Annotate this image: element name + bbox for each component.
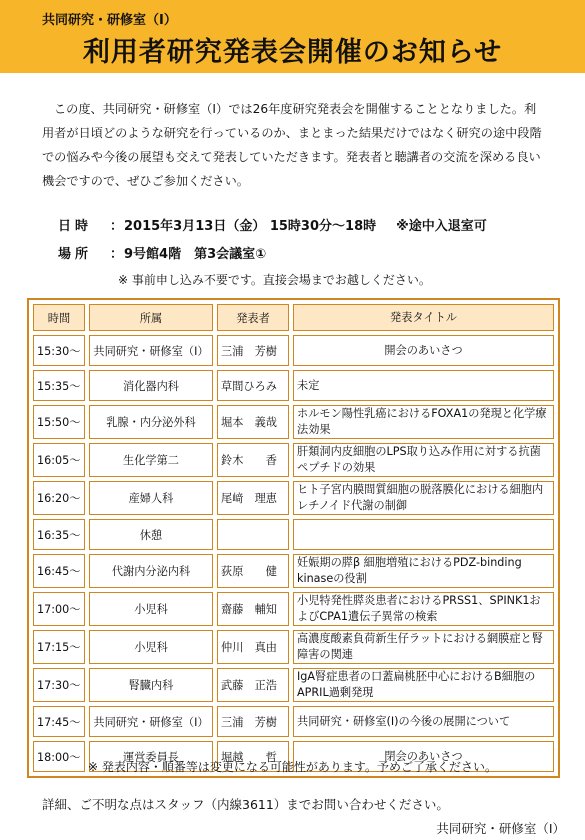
cell-presenter: 齋藤 輔知 [217, 592, 289, 626]
signoff: 共同研究・研修室（Ⅰ） [436, 821, 565, 836]
table-row [33, 405, 554, 439]
cell-title: 開会のあいさつ [293, 335, 554, 366]
cell-dept: 生化学第二 [89, 443, 213, 477]
cell-presenter: 堀越 哲 [217, 741, 289, 772]
cell-dept: 運営委員長 [89, 741, 213, 772]
cell-time: 17:15～ [33, 630, 85, 664]
table-row [33, 592, 554, 626]
header-dept: 共同研究・研修室（Ⅰ） [42, 13, 177, 28]
header-time: 時間 [33, 304, 85, 331]
cell-time: 16:45～ [33, 554, 85, 588]
cell-dept: 共同研究・研修室（Ⅰ） [89, 335, 213, 366]
header-dept-col: 所属 [89, 304, 213, 331]
cell-time: 18:00～ [33, 741, 85, 772]
place-label: 場所 [58, 247, 93, 262]
cell-dept: 乳腺・内分泌外科 [89, 405, 213, 439]
change-footnote: ※ 発表内容・順番等は変更になる可能性があります。予めご了承ください。 [88, 760, 497, 774]
cell-time: 16:35～ [33, 519, 85, 550]
cell-dept: 小児科 [89, 630, 213, 664]
cell-presenter: 鈴木 香 [217, 443, 289, 477]
cell-time: 16:20～ [33, 481, 85, 515]
cell-presenter: 三浦 芳樹 [217, 335, 289, 366]
cell-dept: 腎臓内科 [89, 668, 213, 702]
table-row [33, 706, 554, 737]
cell-title: ヒト子宮内膜間質細胞の脱落膜化における細胞内レチノイド代謝の制御 [293, 481, 554, 515]
cell-dept: 共同研究・研修室（Ⅰ） [89, 706, 213, 737]
schedule-table [27, 298, 560, 778]
date-label: 日時 [58, 219, 93, 234]
contact-info: 詳細、ご不明な点はスタッフ（内線3611）までお問い合わせください。 [42, 797, 449, 812]
cell-title: IgA腎症患者の口蓋扁桃胚中心におけるB細胞のAPRIL過剰発現 [293, 668, 554, 702]
intro-paragraph: この度、共同研究・研修室（Ⅰ）では26年度研究発表会を開催することとなりました。利用者が日頃どのような研究を行っているのか、まとまった結果だけではなく研究の途中段階での悩みや今後の展望も交えて発表していただきます。発表者と聴講者の交流を深める良い機会ですので、ぜひご参加ください。 [42, 102, 542, 188]
cell-presenter: 武藤 正浩 [217, 668, 289, 702]
cell-dept: 代謝内分泌内科 [89, 554, 213, 588]
cell-time: 15:50～ [33, 405, 85, 439]
cell-presenter: 三浦 芳樹 [217, 706, 289, 737]
cell-title: 閉会のあいさつ [293, 741, 554, 772]
table-row [33, 443, 554, 477]
cell-time: 17:00～ [33, 592, 85, 626]
table-row [33, 335, 554, 366]
cell-time: 16:05～ [33, 443, 85, 477]
cell-time: 15:30～ [33, 335, 85, 366]
header-title: 発表タイトル [293, 304, 554, 331]
date-row [58, 215, 487, 234]
table-row [33, 370, 554, 401]
header-banner [0, 0, 585, 73]
cell-presenter: 堀本 義哉 [217, 405, 289, 439]
cell-presenter: 尾﨑 理恵 [217, 481, 289, 515]
cell-title: 小児特発性膵炎患者におけるPRSS1、SPINK1およびCPA1遺伝子異常の検索 [293, 592, 554, 626]
cell-dept: 休憩 [89, 519, 213, 550]
date-value: 2015年3月13日（金） 15時30分～18時 [124, 219, 377, 234]
cell-dept: 小児科 [89, 592, 213, 626]
cell-time: 15:35～ [33, 370, 85, 401]
date-colon: ： [110, 219, 124, 234]
place-row [58, 243, 266, 262]
table-row [33, 668, 554, 702]
cell-title: ホルモン陽性乳癌におけるFOXA1の発現と化学療法効果 [293, 405, 554, 439]
table-row [33, 630, 554, 664]
cell-dept: 産婦人科 [89, 481, 213, 515]
schedule-body [33, 335, 554, 772]
header-presenter: 発表者 [217, 304, 289, 331]
cell-presenter: 草間ひろみ [217, 370, 289, 401]
place-colon: ： [110, 247, 124, 262]
cell-title: 妊娠期の膵β 細胞増殖におけるPDZ-binding kinaseの役割 [293, 554, 554, 588]
cell-title [293, 519, 554, 550]
cell-time: 17:30～ [33, 668, 85, 702]
place-value: 9号館4階 第3会議室① [124, 247, 267, 262]
table-row [33, 519, 554, 550]
cell-presenter [217, 519, 289, 550]
cell-presenter: 仲川 真由 [217, 630, 289, 664]
cell-dept: 消化器内科 [89, 370, 213, 401]
registration-notice: ※ 事前申し込み不要です。直接会場までお越しください。 [118, 273, 431, 287]
table-row [33, 554, 554, 588]
cell-title: 未定 [293, 370, 554, 401]
page-title: 利用者研究発表会開催のお知らせ [82, 37, 503, 68]
cell-time: 17:45～ [33, 706, 85, 737]
cell-title: 高濃度酸素負荷新生仔ラットにおける網膜症と腎障害の関連 [293, 630, 554, 664]
cell-title: 肝類洞内皮細胞のLPS取り込み作用に対する抗菌ペプチドの効果 [293, 443, 554, 477]
table-header-row [33, 304, 554, 331]
table-row [33, 481, 554, 515]
cell-presenter: 荻原 健 [217, 554, 289, 588]
cell-title: 共同研究・研修室(Ⅰ)の今後の展開について [293, 706, 554, 737]
date-extra: ※途中入退室可 [396, 219, 487, 234]
